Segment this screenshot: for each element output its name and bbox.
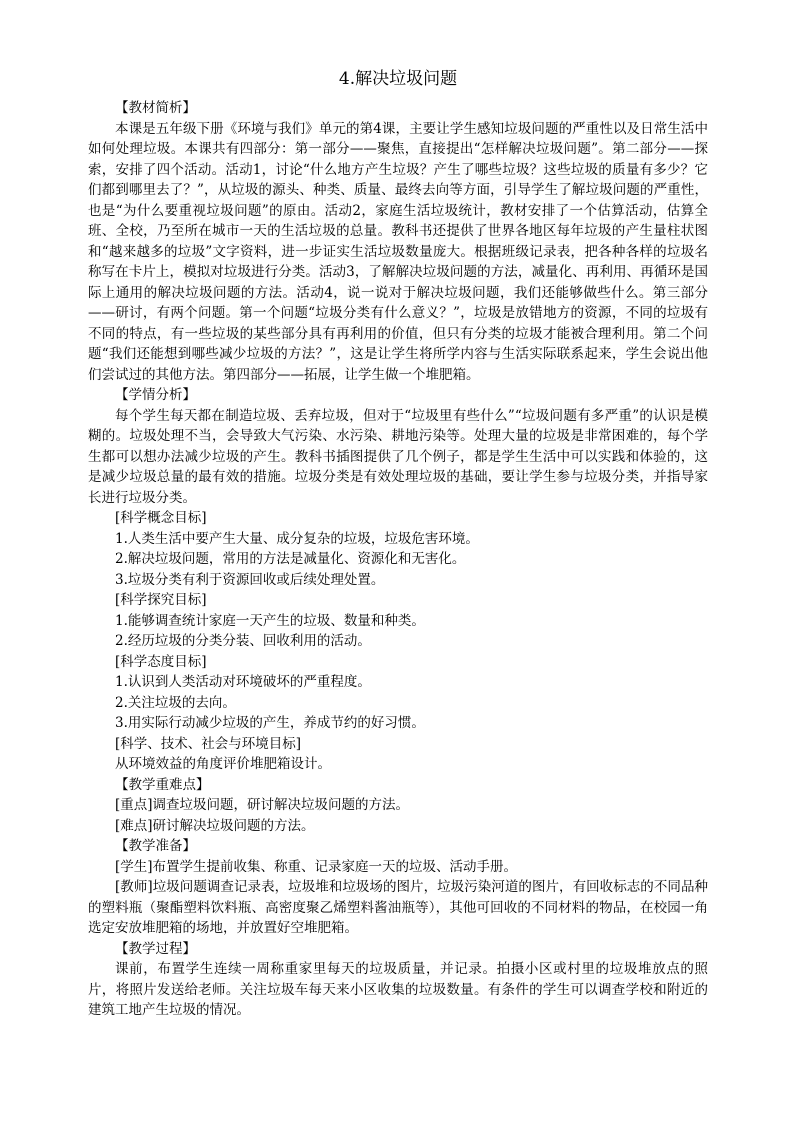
sts-goals-heading: [科学、技术、社会与环境目标] [115, 735, 302, 752]
concept-goal-item: 3.垃圾分类有利于资源回收或后续处理处置。 [115, 571, 385, 588]
preparation-heading: 【教学准备】 [115, 838, 196, 854]
analysis-heading: 【教材简析】 [115, 100, 196, 116]
attitude-goal-item: 2.关注垃圾的去向。 [115, 694, 236, 711]
learner-paragraph: 每个学生每天都在制造垃圾、丢弃垃圾，但对于“垃圾里有些什么”“垃圾问题有多严重”的认识是模糊的。垃圾处理不当，会导致大气污染、水污染、耕地污染等。处理大量的垃圾是非常困难的，每个学生都可以想办法减少垃圾的产生。教科书插图提供了几个例子，都是学生生活中可以实践和体验的，这是减少垃圾总量的最有效的措施。垃圾分类是有效处理垃圾的基础，要让学生参与垃圾分类，并指导家长进行垃圾分类。 [88, 407, 708, 506]
learner-heading: 【学情分析】 [115, 387, 196, 403]
attitude-goal-item: 3.用实际行动减少垃圾的产生，养成节约的好习惯。 [115, 715, 425, 731]
concept-goal-item: 2.解决垃圾问题，常用的方法是减量化、资源化和无害化。 [115, 551, 466, 567]
keypoint-difficulty: [难点]研讨解决垃圾问题的方法。 [115, 817, 315, 834]
process-heading: 【教学过程】 [115, 940, 196, 957]
sts-goal-text: 从环境效益的角度评价堆肥箱设计。 [115, 756, 331, 772]
process-paragraph: 课前，布置学生连续一周称重家里每天的垃圾质量，并记录。拍摄小区或村里的垃圾堆放点的照片，将照片发送给老师。关注垃圾车每天来小区收集的垃圾数量。有条件的学生可以调查学校和附近的建筑工地产生垃圾的情况。 [88, 961, 708, 1018]
concept-goal-item: 1.人类生活中要产生大量、成分复杂的垃圾，垃圾危害环境。 [115, 530, 479, 547]
attitude-goals-heading: [科学态度目标] [115, 653, 207, 670]
inquiry-goal-item: 1.能够调查统计家庭一天产生的垃圾、数量和种类。 [115, 612, 425, 629]
keypoint-focus: [重点]调查垃圾问题，研讨解决垃圾问题的方法。 [115, 797, 410, 813]
analysis-paragraph: 本课是五年级下册《环境与我们》单元的第4课，主要让学生感知垃圾问题的严重性以及日常生活中如何处理垃圾。本课共有四部分：第一部分——聚焦，直接提出“怎样解决垃圾问题”。第二部分——探索，安排了四个活动。活动1，讨论“什么地方产生垃圾？产生了哪些垃圾？这些垃圾的质量有多少？它们都到哪里去了？”，从垃圾的源头、种类、质量、最终去向等方面，引导学生了解垃圾问题的严重性，也是“为什么要重视垃圾问题”的原由。活动2，家庭生活垃圾统计，教材安排了一个估算活动，估算全班、全校，乃至所在城市一天的生活垃圾的总量。教科书还提供了世界各地区每年垃圾的产生量柱状图和“越来越多的垃圾”文字资料，进一步证实生活垃圾数量庞大。根据班级记录表，把各种各样的垃圾名称写在卡片上，模拟对垃圾进行分类。活动3，了解解决垃圾问题的方法，减量化、再利用、再循环是国际上通用的解决垃圾问题的方法。活动4，说一说对于解决垃圾问题，我们还能够做些什么。第三部分——研讨，有两个问题。第一个问题“垃圾分类有什么意义？”，垃圾是放错地方的资源，不同的垃圾有不同的特点，有一些垃圾的某些部分具有再利用的价值，但只有分类的垃圾才能被合理利用。第二个问题“我们还能想到哪些减少垃圾的方法？”，这是让学生将所学内容与生活实际联系起来，学生会说出他们尝试过的其他方法。第四部分——拓展，让学生做一个堆肥箱。 [88, 120, 708, 383]
preparation-student: [学生]布置学生提前收集、称重、记录家庭一天的垃圾、活动手册。 [115, 858, 518, 875]
concept-goals-heading: [科学概念目标] [115, 510, 207, 526]
document-title: 4.解决垃圾问题 [338, 69, 458, 89]
attitude-goal-item: 1.认识到人类活动对环境破坏的严重程度。 [115, 674, 371, 690]
keypoints-heading: 【教学重难点】 [115, 776, 210, 793]
inquiry-goals-heading: [科学探究目标] [115, 592, 207, 608]
inquiry-goal-item: 2.经历垃圾的分类分装、回收利用的活动。 [115, 633, 371, 649]
document-page [88, 66, 708, 1021]
preparation-teacher: [教师]垃圾问题调查记录表，垃圾堆和垃圾场的图片，垃圾污染河道的图片，有回收标志的不同品种的塑料瓶（聚酯塑料饮料瓶、高密度聚乙烯塑料酱油瓶等），其他可回收的不同材料的物品，在校园一角选定安放堆肥箱的场地，并放置好空堆肥箱。 [88, 879, 708, 936]
